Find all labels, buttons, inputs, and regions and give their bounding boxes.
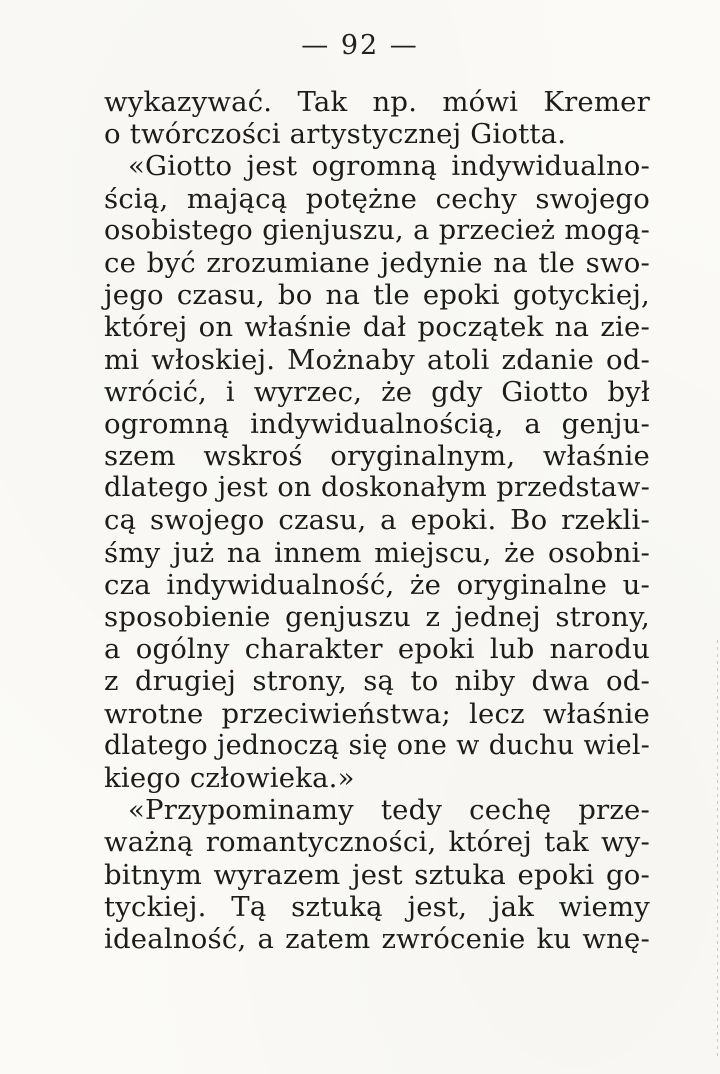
body-text [104,86,650,955]
text-line: bitnym wyrazem jest sztuka epoki go- [104,858,650,891]
text-line: dlatego jednoczą się one w duchu wiel- [104,729,650,761]
text-line: ogromną indywidualnością, a genju- [104,407,650,440]
text-line: osobistego gienjuszu, a przecież mogą- [104,214,650,246]
text-line: wykazywać. Tak np. mówi Kremer [104,86,650,118]
text-line: tyckiej. Tą sztuką jest, jak wiemy [104,890,650,923]
text-line: której on właśnie dał początek na zie- [104,311,650,344]
text-line: «Przypominamy tedy cechę prze- [128,794,650,827]
page-number: — 92 — [301,30,419,61]
text-line: cą swojego czasu, a epoki. Bo rzekli- [104,504,650,537]
text-line: «Giotto jest ogromną indywidualno- [128,150,650,183]
text-line: szem wskroś oryginalnym, właśnie [104,440,650,473]
text-line: dlatego jest on doskonałym przedstaw- [104,472,650,504]
text-line: o twórczości artystycznej Giotta. [104,118,567,151]
text-line: wrotne przeciwieństwa; lecz właśnie [104,697,650,730]
text-line: mi włoskiej. Możnaby atoli zdanie od- [104,343,650,376]
text-line: ważną romantyczności, której tak wy- [104,826,650,859]
text-line: ścią, mającą potężne cechy swojego [104,182,650,215]
text-line: kiego człowieka.» [104,761,355,794]
text-line: idealność, a zatem zwrócenie ku wnę- [104,922,650,955]
page-edge-shadow [717,640,718,1060]
text-line: z drugiej strony, są to niby dwa od- [104,665,650,698]
text-line: a ogólny charakter epoki lub narodu [104,633,650,666]
text-line: sposobienie genjuszu z jednej strony, [104,601,650,633]
text-line: śmy już na innem miejscu, że osobni- [104,536,650,569]
text-line: jego czasu, bo na tle epoki gotyckiej, [104,279,650,312]
text-line: ce być zrozumiane jedynie na tle swo- [104,246,650,279]
text-line: wrócić, i wyrzec, że gdy Giotto był [104,375,650,408]
text-line: cza indywidualność, że oryginalne u- [104,568,650,601]
